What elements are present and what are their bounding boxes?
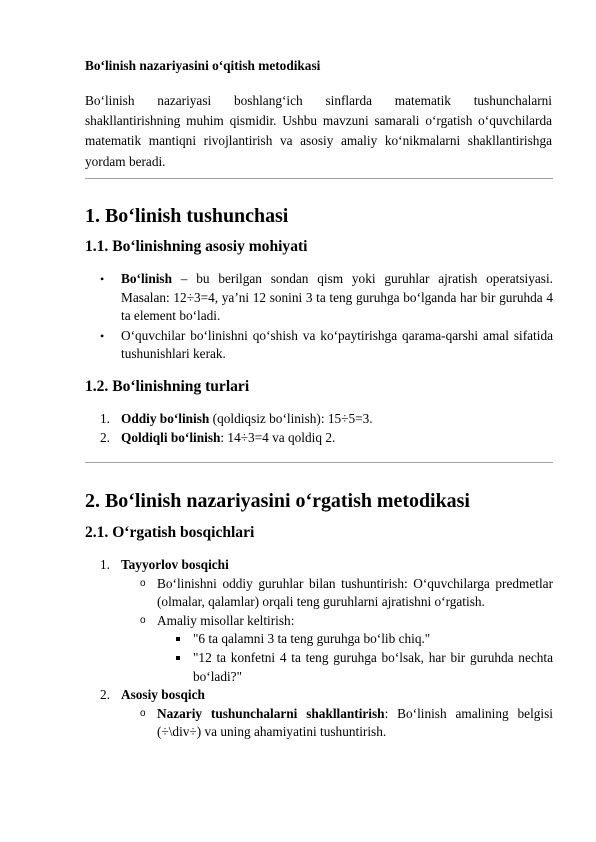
step-title: Tayyorlov bosqichi	[121, 557, 229, 572]
list-item	[85, 410, 553, 429]
step-title: Asosiy bosqich	[121, 687, 205, 703]
square-marker	[176, 656, 180, 660]
list-item	[85, 556, 553, 686]
sub-list	[121, 705, 553, 742]
circle-marker: o	[140, 614, 146, 626]
steps-list	[85, 556, 553, 742]
section-1-2-heading: 1.2. Bo‘linishning turlari	[85, 378, 250, 395]
list-item-text: : 14÷3=4 va qoldiq 2.	[220, 429, 336, 445]
list-number: 1.	[100, 411, 110, 426]
example-list	[157, 630, 553, 686]
list-item-text: – bu berilgan sondan qism yoki guruhlar ajratish operatsiyasi. Masalan: 12÷3=4, ya’ni 12 sonini 3 ta teng guruhga bo‘lganda har bir guruhda 4 ta element bo‘ladi.	[121, 271, 553, 324]
list-number: 1.	[100, 557, 110, 572]
list-number: 2.	[100, 687, 110, 703]
list-item-text: Amaliy misollar keltirish:	[157, 612, 295, 628]
term-bold: Bo‘linish	[121, 271, 172, 286]
horizontal-rule	[85, 178, 553, 179]
list-item-text: Bo‘linishni oddiy guruhlar bilan tushuntirish: O‘quvchilarga predmetlar (olmalar, qalamlar) orqali teng guruhlarni ajratishni o‘rgatish.	[157, 575, 553, 610]
bullet-list	[85, 270, 553, 365]
section-1-heading: 1. Bo‘linish tushunchasi	[85, 205, 289, 227]
bullet-marker: •	[100, 272, 105, 286]
section-2-heading: 2. Bo‘linish nazariyasini o‘rgatish metodikasi	[85, 490, 470, 512]
list-item	[121, 705, 553, 742]
sub-list	[121, 575, 553, 687]
numbered-list	[85, 410, 553, 447]
list-item	[121, 612, 553, 686]
square-marker	[176, 637, 180, 641]
list-item	[121, 575, 553, 612]
circle-marker: o	[140, 707, 146, 719]
list-item-text: (qoldiqsiz bo‘linish): 15÷5=3.	[209, 411, 373, 426]
term-bold: Oddiy bo‘linish	[121, 411, 210, 426]
section-2-1-heading: 2.1. O‘rgatish bosqichlari	[85, 524, 255, 541]
list-item	[85, 686, 553, 742]
intro-paragraph: Bo‘linish nazariyasi boshlang‘ich sinflarda matematik tushunchalarni shakllantirishning muhim qismidir. Ushbu mavzuni samarali o‘rgatish o‘quvchilarda matematik mantiqni rivojlantirish va asosiy amaliy ko‘nikmalarni shakllantirishga yordam beradi.	[85, 93, 552, 169]
list-item-text: "12 ta konfetni 4 ta teng guruhga bo‘lsak, har bir guruhda nechta bo‘ladi?"	[193, 649, 553, 684]
list-item	[85, 327, 553, 364]
list-number: 2.	[100, 429, 110, 445]
term-bold: Qoldiqli bo‘linish	[121, 429, 221, 445]
bullet-marker: •	[100, 328, 105, 343]
list-item	[157, 649, 553, 686]
document-title: Bo‘linish nazariyasini o‘qitish metodikasi	[85, 58, 321, 73]
section-1-1-heading: 1.1. Bo‘linishning asosiy mohiyati	[85, 238, 308, 255]
list-item-text: O‘quvchilar bo‘linishni qo‘shish va ko‘paytirishga qarama-qarshi amal sifatida tushunishlari kerak.	[121, 327, 553, 362]
horizontal-rule	[85, 462, 553, 463]
list-item-text: : Bo‘linish amalining belgisi (÷\div÷) va uning ahamiyatini tushuntirish.	[157, 705, 553, 740]
list-item-text: "6 ta qalamni 3 ta teng guruhga bo‘lib chiq."	[193, 631, 431, 647]
circle-marker: o	[140, 577, 146, 589]
term-bold: Nazariy tushunchalarni shakllantirish	[157, 705, 385, 721]
list-item	[85, 429, 553, 448]
list-item	[157, 630, 553, 649]
list-item	[85, 270, 553, 326]
